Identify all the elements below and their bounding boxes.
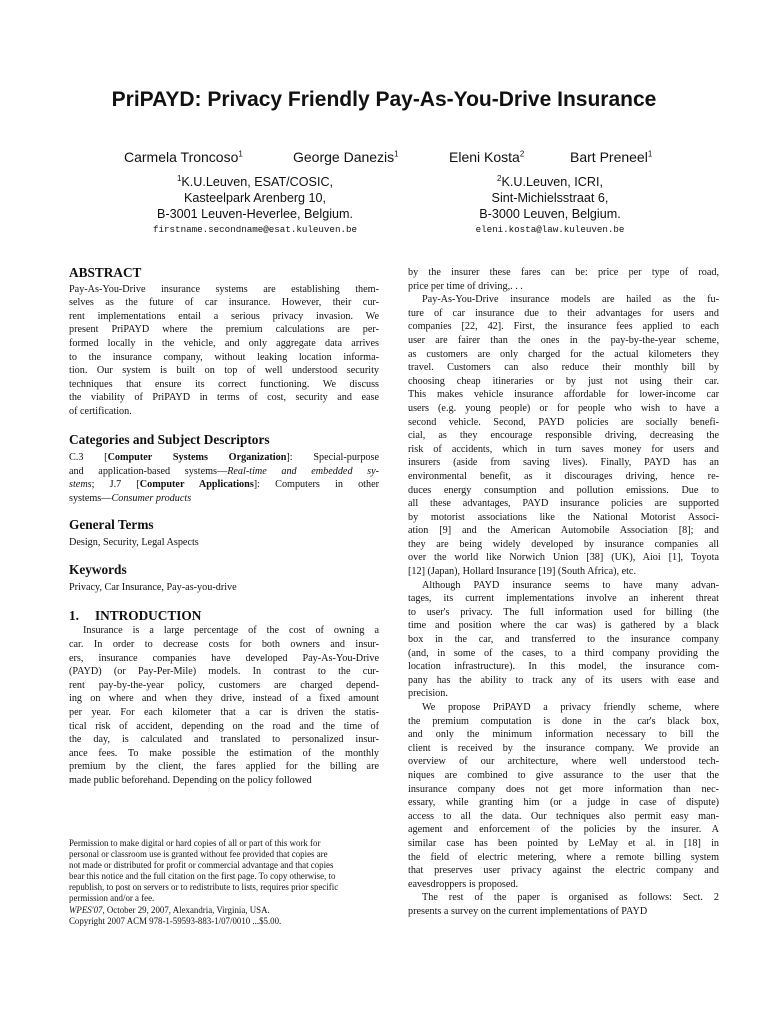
text-line: ing on where and when they drive, instead of a fixed amount bbox=[69, 693, 379, 705]
text-line: the day, is calculated and translated to personalized insur- bbox=[69, 734, 379, 746]
text-line: Although PAYD insurance seems to have many advan- bbox=[422, 579, 719, 591]
text-line: location infrastructure). In this model, the insurance com- bbox=[408, 661, 719, 673]
text-line: precision. bbox=[408, 688, 448, 700]
venue-line bbox=[69, 905, 384, 916]
paragraph bbox=[408, 891, 719, 918]
category-name: Computer Applications bbox=[139, 479, 254, 491]
affiliation-mark: 1 bbox=[176, 174, 182, 183]
text-line: ers, insurance companies have developed Pay-As-You-Drive bbox=[69, 652, 379, 664]
text-line: the premium computation is done in the car's black box, bbox=[408, 715, 719, 727]
paper-title: PriPAYD: Privacy Friendly Pay-As-You-Drive Insurance bbox=[111, 88, 657, 111]
affiliation-mark: 1 bbox=[238, 149, 243, 159]
text-line: (and, in some of the cases, to a third company providing the bbox=[408, 647, 719, 659]
author-name: Eleni Kosta bbox=[449, 149, 520, 165]
affiliation-line: Sint-Michielsstraat 6, bbox=[491, 191, 609, 206]
affiliation-line: B-3001 Leuven-Heverlee, Belgium. bbox=[156, 207, 353, 222]
text-line: client is received by the insurance company. We provide an bbox=[408, 742, 719, 754]
text-run: ]: Special-purpose bbox=[286, 452, 380, 464]
copyright-line: Copyright 2007 ACM 978-1-59593-883-1/07/0010 ...$5.00. bbox=[69, 915, 282, 926]
section-title: INTRODUCTION bbox=[94, 607, 202, 623]
text-line: insurance company does not get more information than nec- bbox=[408, 783, 719, 795]
text-line: over the world like Norwich Union [38] (UK), Aioi [1], Toyota bbox=[408, 552, 719, 564]
text-line: not made or distributed for profit or commercial advantage and that copies bbox=[69, 860, 334, 871]
text-line: eavesdroppers is proposed. bbox=[408, 878, 519, 890]
text-line: [12] (Japan), Hollard Insurance [19] (South Africa), etc. bbox=[408, 566, 636, 578]
text-line: car. In order to decrease costs for both owners and insur- bbox=[69, 639, 379, 651]
text-line: that preserves user privacy against the electric company and bbox=[408, 865, 719, 877]
permission-text bbox=[69, 838, 384, 905]
text-line: price per time of driving,. . . bbox=[408, 280, 523, 292]
text-line: of certification. bbox=[69, 405, 132, 417]
text-line: premium by the client, the fares applied for the billing are bbox=[69, 761, 379, 773]
categories-heading: Categories and Subject Descriptors bbox=[69, 431, 270, 447]
text-line: rent pay-by-the-year policy, customers are charged depend- bbox=[69, 679, 379, 691]
author-email[interactable]: eleni.kosta@law.kuleuven.be bbox=[475, 224, 625, 236]
text-line: risk of accidents, which in turn saves money for users and bbox=[408, 443, 719, 455]
text-line: duces energy consumption and pollution emissions. Due to bbox=[408, 484, 719, 496]
text-line: selves as the future of car insurance. However, their cur- bbox=[69, 297, 379, 309]
text-line: permission and/or a fee. bbox=[69, 893, 155, 904]
text-line: Insurance is a large percentage of the cost of owning a bbox=[83, 625, 379, 637]
paragraph bbox=[408, 266, 719, 293]
affiliation-1 bbox=[120, 171, 390, 238]
text-line: rent implementations entail a serious privacy invasion. We bbox=[69, 310, 379, 322]
text-line: This makes vehicle insurance affordable for lower-income car bbox=[408, 389, 719, 401]
paragraph bbox=[408, 579, 719, 701]
text-line: The rest of the paper is organised as follows: Sect. 2 bbox=[422, 892, 719, 904]
text-line: per year. For each kilometer that a car is driven the statis- bbox=[69, 707, 379, 719]
author-name: George Danezis bbox=[293, 149, 395, 165]
text-line: niques are combined to give assurance to the user that the bbox=[408, 769, 719, 781]
text-line: overview of our architecture, where well understood tech- bbox=[408, 756, 719, 768]
text-line: (PAYD) (or Pay-Per-Mile) models. In contrast to the cur- bbox=[69, 666, 379, 678]
author-name: Carmela Troncoso bbox=[124, 149, 239, 165]
text-line: ture of car insurance due to their advantages for users and bbox=[408, 307, 719, 319]
author-name: Bart Preneel bbox=[570, 149, 648, 165]
abstract-body bbox=[69, 283, 379, 419]
categories-body bbox=[69, 451, 379, 505]
text-line: cial, as they encourage responsible driving, decreasing the bbox=[408, 430, 719, 442]
category-name: Computer Systems Organization bbox=[107, 452, 287, 464]
author-email[interactable]: firstname.secondname@esat.kuleuven.be bbox=[153, 224, 357, 236]
author-4 bbox=[570, 149, 652, 165]
text-line: users (e.g. young people) or for people who wish to have a bbox=[408, 402, 719, 414]
text-line: formed locally in the vehicle, and only aggregate data arrives bbox=[69, 337, 379, 349]
text-line: box in the car, and transferred to the insurance company bbox=[408, 634, 719, 646]
introduction-heading bbox=[69, 609, 379, 623]
text-line: access to all the data. Our techniques also permit easy man- bbox=[408, 810, 719, 822]
text-line: essary, while granting him (or a judge in case of dispute) bbox=[408, 797, 719, 809]
text-line: agement and enforcement of the policies by the insurer. A bbox=[408, 824, 719, 836]
text-run: ]: Computers in other bbox=[253, 479, 379, 491]
text-line: to the insurance company, without leaking location informa- bbox=[69, 351, 379, 363]
permission-footnote bbox=[69, 838, 384, 927]
keywords-body: Privacy, Car Insurance, Pay-as-you-drive bbox=[69, 582, 237, 594]
affiliation-2 bbox=[420, 171, 680, 238]
venue-details: October 29, 2007, Alexandria, Virginia, USA. bbox=[104, 904, 270, 915]
text-line: bear this notice and the full citation on the first page. To copy otherwise, to bbox=[69, 871, 336, 882]
text-line: time and position where the car was) is gathered by a black bbox=[408, 620, 719, 632]
text-line: personal or classroom use is granted without fee provided that copies are bbox=[69, 849, 328, 860]
abstract-heading: ABSTRACT bbox=[69, 265, 142, 280]
text-line: Pay-As-You-Drive insurance systems are establishing them- bbox=[69, 283, 379, 295]
text-line: user are fairer than the ones in the pay-by-the-year scheme, bbox=[408, 334, 719, 346]
text-run: C.3 [ bbox=[69, 452, 108, 464]
text-line: Permission to make digital or hard copies of all or part of this work for bbox=[69, 838, 321, 848]
author-3 bbox=[449, 149, 524, 165]
affiliation-line: B-3000 Leuven, Belgium. bbox=[479, 207, 621, 222]
text-line: republish, to post on servers or to redistribute to lists, requires prior specific bbox=[69, 882, 339, 893]
text-line: ation [9] and the American Automobile Association [8]; and bbox=[408, 525, 719, 537]
text-line: the field of electric metering, where a remote billing system bbox=[408, 851, 719, 863]
text-line: similar case has been pointed by LeMay et al. in [18] in bbox=[408, 837, 719, 849]
affiliation-mark: 1 bbox=[647, 149, 653, 159]
text-run: systems— bbox=[69, 492, 112, 504]
affiliation-mark: 2 bbox=[519, 149, 525, 159]
text-line: choosing cheap itineraries or by just not using their car. bbox=[408, 375, 719, 387]
text-run: and application-based systems— bbox=[69, 465, 228, 477]
text-line: tion. Our system is built on top of well understood security bbox=[69, 365, 379, 377]
affiliation-line: K.U.Leuven, ICRI, bbox=[501, 175, 603, 190]
category-subject: Consumer products bbox=[111, 492, 192, 504]
text-line: as customers are only charged for the actual kilometers they bbox=[408, 348, 719, 360]
text-line: and only the minimum information necessary to bill the bbox=[408, 729, 719, 741]
right-column bbox=[408, 266, 719, 919]
category-subject: Real-time and embedded sy- bbox=[227, 465, 379, 477]
text-line: tical risk of accident, depending on the road and the time of bbox=[69, 720, 379, 732]
author-1 bbox=[124, 149, 243, 165]
text-line: made public beforehand. Depending on the policy followed bbox=[69, 775, 312, 786]
text-line: they are being widely developed by insurance companies all bbox=[408, 538, 719, 550]
affiliation-mark: 1 bbox=[394, 149, 399, 159]
section-number: 1. bbox=[69, 607, 79, 623]
text-line: to user's privacy. The full information used for billing (the bbox=[408, 606, 719, 618]
venue-name: WPES'07, bbox=[69, 904, 105, 915]
text-line: the viability of PriPAYD in terms of cost, security and ease bbox=[69, 392, 379, 404]
text-line: techniques that ensure its correct functioning. We discuss bbox=[69, 378, 379, 390]
text-line: environmental benefit, as it discourages driving, hence re- bbox=[408, 470, 719, 482]
text-line: Pay-As-You-Drive insurance models are hailed as the fu- bbox=[422, 294, 719, 306]
text-line: by the insurer these fares can be: price per type of road, bbox=[408, 267, 719, 278]
text-line: travel. Customers can also reduce their monthly bill by bbox=[408, 362, 719, 374]
text-line: present PriPAYD where the premium calculations are per- bbox=[69, 324, 379, 336]
affiliation-line: K.U.Leuven, ESAT/COSIC, bbox=[181, 175, 334, 190]
affiliation-line: Kasteelpark Arenberg 10, bbox=[183, 191, 327, 206]
text-line: presents a survey on the current implementations of PAYD bbox=[408, 905, 648, 917]
text-line: pany has the ability to track any of its users with ease and bbox=[408, 674, 719, 686]
keywords-heading: Keywords bbox=[69, 561, 127, 577]
text-line: second vehicle. Second, PAYD policies are socially benefi- bbox=[408, 416, 719, 428]
affiliation-mark: 2 bbox=[497, 174, 502, 183]
paragraph bbox=[408, 701, 719, 891]
text-line: all these advantages, PAYD insurance policies are supported bbox=[408, 498, 719, 510]
paragraph bbox=[408, 293, 719, 578]
text-run: ; J.7 [ bbox=[91, 479, 140, 491]
category-subject: stems bbox=[69, 479, 92, 491]
left-column bbox=[69, 266, 379, 788]
text-line: insurers (aside from saving lives). Finally, PAYD has an bbox=[408, 457, 719, 469]
introduction-body bbox=[69, 624, 379, 787]
text-line: ance fees. To make possible the estimation of the monthly bbox=[69, 747, 379, 759]
text-line: by motorist associations like the National Motorist Associ- bbox=[408, 511, 719, 523]
general-terms-heading: General Terms bbox=[69, 516, 154, 532]
text-line: companies [22, 42]. First, the insurance fees applied to each bbox=[408, 321, 719, 333]
text-line: tages, its current implementations involve an inherent threat bbox=[408, 593, 719, 605]
general-terms-body: Design, Security, Legal Aspects bbox=[69, 537, 199, 549]
author-2 bbox=[293, 149, 399, 165]
text-line: We propose PriPAYD a privacy friendly scheme, where bbox=[422, 702, 719, 713]
